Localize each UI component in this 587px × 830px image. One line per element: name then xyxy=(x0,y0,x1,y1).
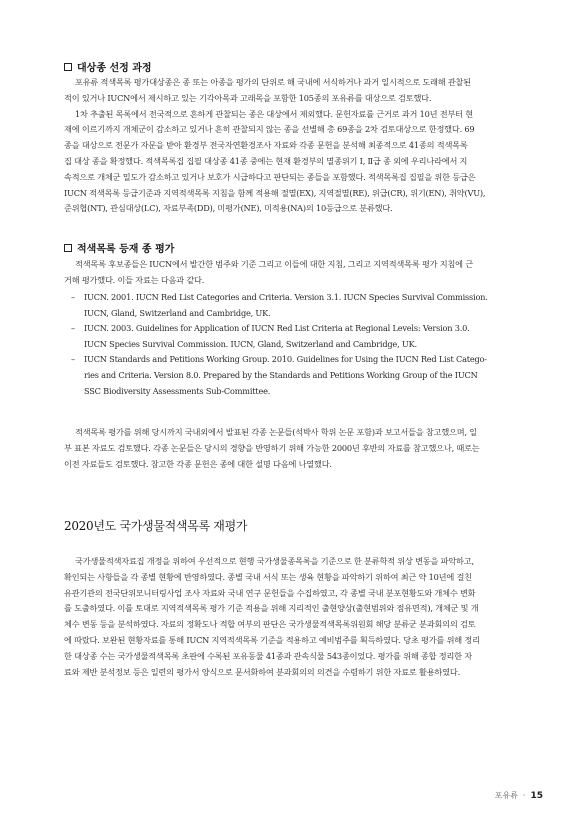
text-line: 거해 평가했다. 이들 자료는 다음과 같다. xyxy=(64,274,205,285)
text-line: 확인되는 사항들을 각 종별 현황에 반영하였다. 종별 국내 서식 또는 생육 현황을 파악하기 위하여 최근 약 10년에 걸친 xyxy=(64,571,472,582)
text-line: 에 따랐다. 보완된 현황자료를 통해 IUCN 지역적색목록 기준을 적용하고 예비범주를 획득하였다. 당초 평가를 위해 정리 xyxy=(64,634,480,645)
text-line: 재에 이르기까지 개체군이 감소하고 있거나 흔히 관찰되지 않는 종을 선별해 총 69종을 2차 검토대상으로 한정했다. 69 xyxy=(64,124,475,135)
reference-item xyxy=(64,290,534,321)
text-line: IUCN 적색목록 등급기준과 지역적색목록 지침을 함께 적용해 절멸(EX), 지역절멸(RE), 위급(CR), 위기(EN), 취약(VU), xyxy=(64,187,486,198)
text-line: 국가생물적색자료집 개정을 위하여 우선적으로 현행 국가생물종목록을 기준으로 한 분류학적 위상 변동을 파악하고, xyxy=(75,556,474,566)
footer-separator: · xyxy=(522,791,526,800)
checkbox-square-icon xyxy=(64,63,72,71)
page-footer xyxy=(495,790,543,801)
list-dash: – xyxy=(71,354,75,365)
section-heading-redlist-evaluation xyxy=(64,240,174,255)
reference-line: IUCN. 2001. IUCN Red List Categories and Criteria. Version 3.1. IUCN Species Survival Commission. xyxy=(84,292,488,302)
list-dash: – xyxy=(71,292,75,302)
text-line: 료와 제반 분석정보 등은 일련의 평가서 양식으로 문서화하여 분과회의의 의견을 수렴하기 위한 자료로 활용하였다. xyxy=(64,666,460,677)
evaluation-intro-paragraph xyxy=(64,257,524,289)
text-line: 집 대상 종을 확정했다. 적색목록집 집필 대상종 41종 중에는 현재 환경부의 멸종위기 Ⅰ, Ⅱ급 종 외에 우리나라에서 지 xyxy=(64,155,468,166)
text-line: 적이 있거나 IUCN에서 제시하고 있는 기각아목과 고래목을 포함한 105종의 포유류를 대상으로 검토했다. xyxy=(64,92,432,103)
text-line: 적색목록 평가를 위해 당시까지 국내외에서 발표된 각종 논문들(석박사 학위 논문 포함)과 보고서들을 참고했으며, 일 xyxy=(75,427,477,437)
species-selection-paragraph xyxy=(64,75,524,217)
text-line: 를 도출하였다. 이를 토대로 지역적색목록 평가 기준 적용을 위해 지리적인 출현양상(출현범위와 점유면적), 개체군 및 개 xyxy=(64,603,479,614)
text-line: 체수 변동 등을 분석하였다. 자료의 정확도나 적합 여부의 판단은 국가생물적색목록위원회 해당 분류군 분과회의의 검토 xyxy=(64,619,476,630)
reference-line: ries and Criteria. Version 8.0. Prepared by the Standards and Petitions Working Group of the IUCN xyxy=(84,369,478,380)
text-line: 1차 추출된 목록에서 전국적으로 흔하게 관찰되는 종은 대상에서 제외했다. 문헌자료를 근거로 과거 10년 전부터 현 xyxy=(75,108,473,119)
reference-list xyxy=(64,290,534,399)
text-line: 이전 자료들도 검토했다. 참고한 각종 문헌은 종에 대한 설명 다음에 나열했다. xyxy=(64,458,332,469)
text-line: 포유류 적색목록 평가대상종은 종 또는 아종을 평가의 단위로 해 국내에 서식하거나 과거 일시적으로 도래해 관찰된 xyxy=(75,77,471,87)
text-line: 종을 대상으로 전문가 자문을 받아 환경부 전국자연환경조사 자료와 각종 문헌을 분석해 최종적으로 41종의 적색목록 xyxy=(64,140,468,151)
reference-item xyxy=(64,352,534,399)
text-line: 속적으로 개체군 밀도가 감소하고 있거나 보호가 시급하다고 판단되는 종들을 포함했다. 적색목록집 집필을 위한 등급은 xyxy=(64,171,476,182)
list-dash: – xyxy=(71,323,75,334)
section-heading-text: 적색목록 등재 종 평가 xyxy=(77,244,175,255)
footer-section-name: 포유류 xyxy=(494,791,518,800)
reference-item xyxy=(64,321,534,352)
evaluation-closing-paragraph xyxy=(64,425,524,472)
text-line: 유관기관의 전국단위모니터링사업 조사 자료와 국내 연구 문헌들을 수집하였고, 각 종별 국내 분포현황도와 개체수 변화 xyxy=(64,587,476,598)
text-line: 부 표본 자료도 검토했다. 각종 논문들은 당시의 경향을 반영하기 위해 가능한 2000년 후반의 자료를 참고했으나, 때로는 xyxy=(64,442,480,453)
reassessment-paragraph xyxy=(64,554,524,680)
reassessment-title: 2020년도 국가생물적색목록 재평가 xyxy=(64,519,248,533)
text-line: 준위협(NT), 관심대상(LC), 자료부족(DD), 미평가(NE), 미적용(NA)의 10등급으로 분류했다. xyxy=(64,203,393,214)
text-line: 한 대상종 수는 국가생물적색목록 초판에 수록된 포유동물 41종과 관속식물 543종이었다. 평가를 위해 종합 정리한 자 xyxy=(64,650,472,661)
section-heading-species-selection xyxy=(64,59,152,74)
reference-line: IUCN, Gland, Switzerland and Cambridge, UK. xyxy=(84,307,271,318)
checkbox-square-icon xyxy=(64,244,72,252)
reference-line: IUCN Species Survival Commission. IUCN, Gland, Switzerland and Cambridge, UK. xyxy=(84,338,417,349)
text-line: 적색목록 후보종들은 IUCN에서 발간한 범주와 기준 그리고 이들에 대한 지침, 그리고 지역적색목록 평가 지침에 근 xyxy=(75,259,474,269)
reference-line: SSC Biodiversity Assessments Sub-Committee. xyxy=(84,385,271,396)
section-heading-text: 대상종 선정 과정 xyxy=(77,63,152,74)
reference-line: IUCN Standards and Petitions Working Group. 2010. Guidelines for Using the IUCN Red List Catego- xyxy=(84,354,487,365)
page-number: 15 xyxy=(530,790,543,801)
reference-line: IUCN. 2003. Guidelines for Application of IUCN Red List Criteria at Regional Levels: Version 3.0. xyxy=(84,323,470,334)
